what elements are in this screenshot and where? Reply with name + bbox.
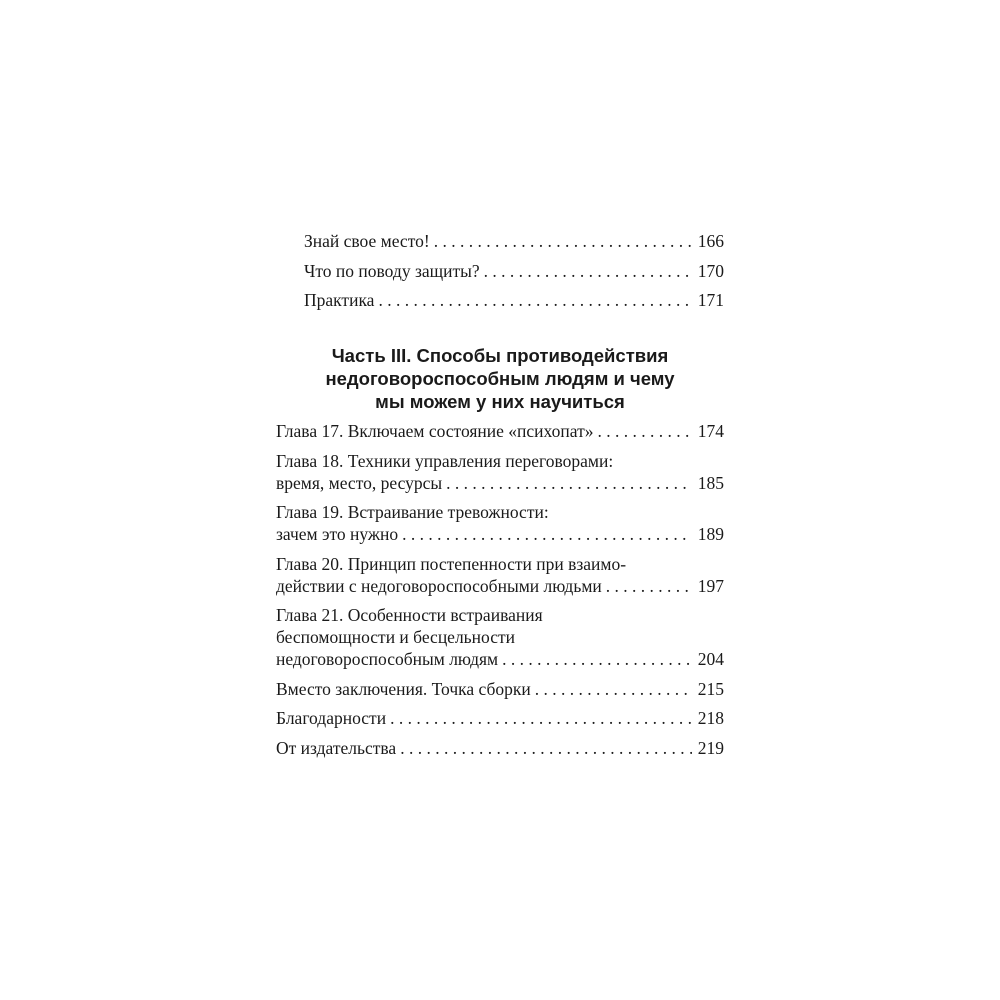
page-number: 219 — [697, 737, 724, 758]
toc-entry-title-line: Глава 21. Особенности встраивания — [276, 605, 543, 625]
dot-leader — [390, 707, 692, 729]
toc-entry-last-line — [276, 575, 724, 597]
toc-entry-title-line: Что по поводу защиты? — [304, 260, 480, 281]
toc-entry-last-line — [304, 289, 724, 311]
toc-entry-title-line: действии с недоговороспособными людьми — [276, 575, 602, 596]
chapter-list — [276, 420, 724, 759]
dot-leader — [402, 523, 692, 545]
toc-entry[interactable] — [276, 737, 724, 759]
toc-entry[interactable] — [276, 678, 724, 700]
dot-leader — [434, 230, 692, 252]
subsection-list — [276, 230, 724, 311]
toc-entry[interactable] — [276, 604, 724, 670]
toc-entry[interactable] — [304, 230, 724, 252]
toc-entry-last-line — [276, 523, 724, 545]
part-heading-line: недоговороспособным людям и чему — [325, 368, 675, 389]
page-number: 197 — [697, 575, 724, 596]
toc-entry[interactable] — [304, 289, 724, 311]
page-number: 171 — [697, 290, 724, 310]
toc-entry[interactable] — [304, 260, 724, 282]
page-number: 166 — [697, 231, 724, 251]
toc-entry-title-line: зачем это нужно — [276, 524, 399, 544]
toc-entry-last-line — [276, 472, 724, 494]
toc-entry-last-line — [304, 230, 724, 252]
toc-entry-title-line: Благодарности — [276, 708, 387, 728]
part-heading-line: мы можем у них научиться — [375, 391, 625, 412]
toc-entry-last-line — [276, 737, 724, 759]
table-of-contents — [276, 230, 724, 766]
page-number: 174 — [697, 421, 724, 441]
toc-entry-last-line — [276, 678, 724, 700]
page-number: 170 — [697, 260, 724, 281]
page-number: 218 — [697, 708, 724, 728]
toc-entry[interactable] — [276, 501, 724, 545]
toc-entry-last-line — [304, 260, 724, 282]
toc-entry-title-line: беспомощности и бесцельности — [276, 627, 515, 647]
toc-entry-title-line: время, место, ресурсы — [276, 472, 443, 493]
toc-entry[interactable] — [276, 450, 724, 494]
toc-entry-title-line: Вместо заключения. Точка сборки — [276, 678, 531, 699]
dot-leader — [535, 678, 692, 700]
page-number: 189 — [697, 524, 724, 544]
toc-entry-title-line: Глава 18. Техники управления переговорами: — [276, 450, 614, 471]
toc-entry-title-line: Знай свое место! — [304, 231, 430, 251]
dot-leader — [606, 575, 692, 597]
dot-leader — [378, 289, 691, 311]
toc-entry-title-line: Глава 17. Включаем состояние «психопат» — [276, 421, 594, 441]
toc-entry-last-line — [276, 648, 724, 670]
page-number: 215 — [697, 678, 724, 699]
toc-entry[interactable] — [276, 420, 724, 442]
dot-leader — [446, 472, 692, 494]
toc-entry-last-line — [276, 420, 724, 442]
dot-leader — [400, 737, 692, 759]
dot-leader — [502, 648, 692, 670]
page-number: 204 — [697, 649, 724, 669]
toc-entry-title-line: Глава 20. Принцип постепенности при взаимо- — [276, 553, 627, 574]
toc-entry-title-line: недоговороспособным людям — [276, 649, 499, 669]
toc-entry-title-line: Практика — [304, 290, 375, 310]
toc-entry[interactable] — [276, 707, 724, 729]
toc-entry-title-line: Глава 19. Встраивание тревожности: — [276, 502, 549, 522]
dot-leader — [597, 420, 691, 442]
toc-entry-title-line: От издательства — [276, 737, 397, 758]
dot-leader — [484, 260, 692, 282]
toc-entry-last-line — [276, 707, 724, 729]
toc-entry[interactable] — [276, 553, 724, 597]
part-heading-line: Часть III. Способы противодействия — [331, 345, 669, 366]
page-number: 185 — [697, 472, 724, 493]
part-heading — [276, 344, 724, 413]
